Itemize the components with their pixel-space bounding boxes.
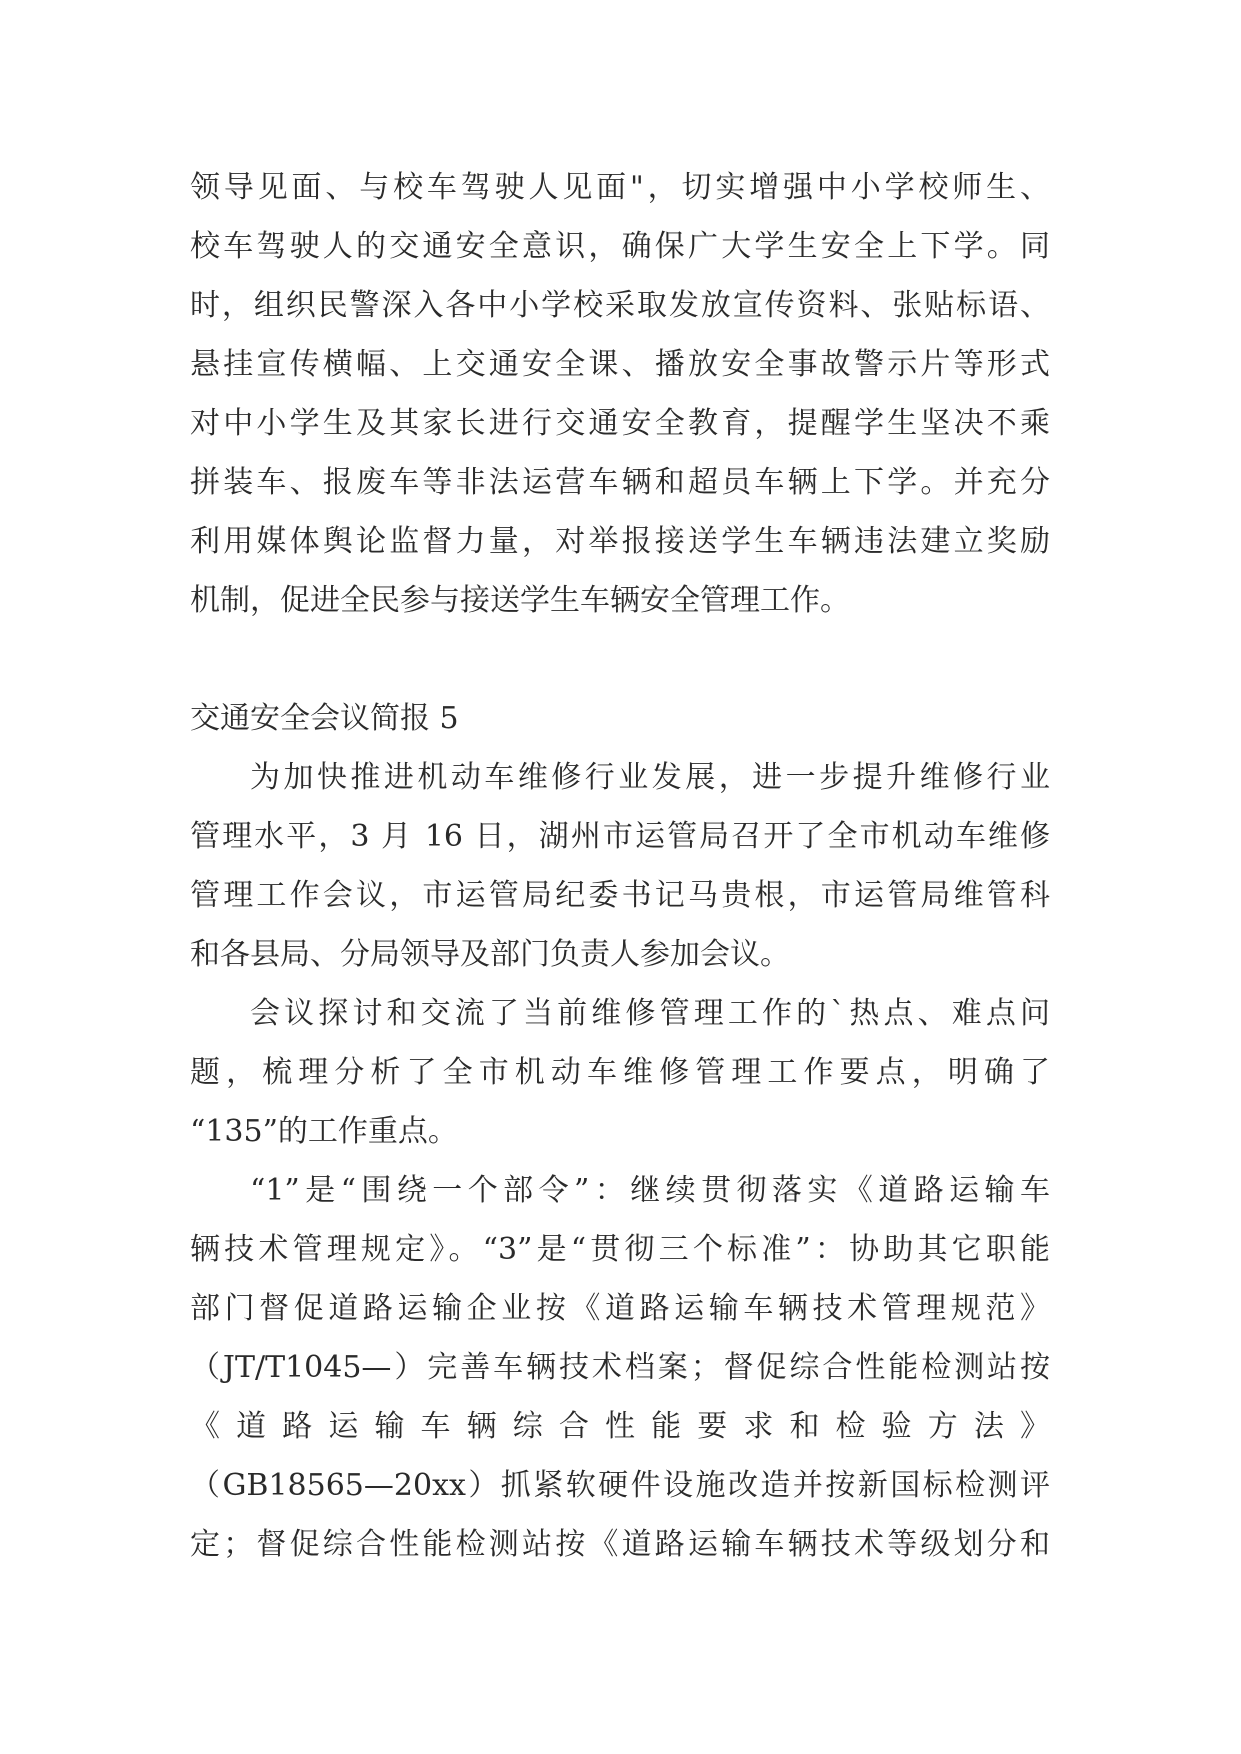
text-line: 为加快推进机动车维修行业发展，进一步提升维修行业 — [250, 760, 1050, 795]
text-line: 部门督促道路运输企业按《道路运输车辆技术管理规范》 — [190, 1291, 1050, 1326]
document-body — [190, 158, 1050, 1574]
text-line: 管理工作会议，市运管局纪委书记马贵根，市运管局维管科 — [190, 878, 1050, 913]
section-spacer — [190, 630, 1050, 689]
text-line: 管理水平，3 月 16 日，湖州市运管局召开了全市机动车维修 — [190, 819, 1050, 854]
text-line: （JT/T1045—）完善车辆技术档案；督促综合性能检测站按 — [190, 1350, 1050, 1385]
text-line: 和各县局、分局领导及部门负责人参加会议。 — [190, 937, 790, 972]
text-line: 题，梳理分析了全市机动车维修管理工作要点，明确了 — [190, 1055, 1050, 1090]
text-line: 领导见面、与校车驾驶人见面"，切实增强中小学校师生、 — [190, 170, 1050, 205]
text-line: 辆技术管理规定》。“3”是“贯彻三个标准”：协助其它职能 — [190, 1232, 1050, 1267]
text-line: 对中小学生及其家长进行交通安全教育，提醒学生坚决不乘 — [190, 406, 1050, 441]
text-line: “1”是“围绕一个部令”：继续贯彻落实《道路运输车 — [250, 1173, 1050, 1208]
previous-section-paragraph — [190, 158, 1050, 630]
text-line: 校车驾驶人的交通安全意识，确保广大学生安全上下学。同 — [190, 229, 1050, 264]
section-title: 交通安全会议简报 5 — [190, 701, 459, 736]
paragraph-2 — [190, 984, 1050, 1161]
text-line: 定；督促综合性能检测站按《道路运输车辆技术等级划分和 — [190, 1527, 1050, 1562]
text-line: 时，组织民警深入各中小学校采取发放宣传资料、张贴标语、 — [190, 288, 1050, 323]
text-line: “135”的工作重点。 — [190, 1114, 458, 1149]
text-line: 利用媒体舆论监督力量，对举报接送学生车辆违法建立奖励 — [190, 524, 1050, 559]
text-line: 悬挂宣传横幅、上交通安全课、播放安全事故警示片等形式 — [190, 347, 1050, 382]
text-line: 机制，促进全民参与接送学生车辆安全管理工作。 — [190, 583, 850, 618]
paragraph-3 — [190, 1161, 1050, 1574]
text-line: 会议探讨和交流了当前维修管理工作的`热点、难点问 — [250, 996, 1050, 1031]
text-line: 拼装车、报废车等非法运营车辆和超员车辆上下学。并充分 — [190, 465, 1050, 500]
text-line: （GB18565—20xx）抓紧软硬件设施改造并按新国标检测评 — [190, 1468, 1050, 1503]
text-line: 《道路运输车辆综合性能要求和检验方法》 — [190, 1409, 1050, 1444]
paragraph-1 — [190, 748, 1050, 984]
